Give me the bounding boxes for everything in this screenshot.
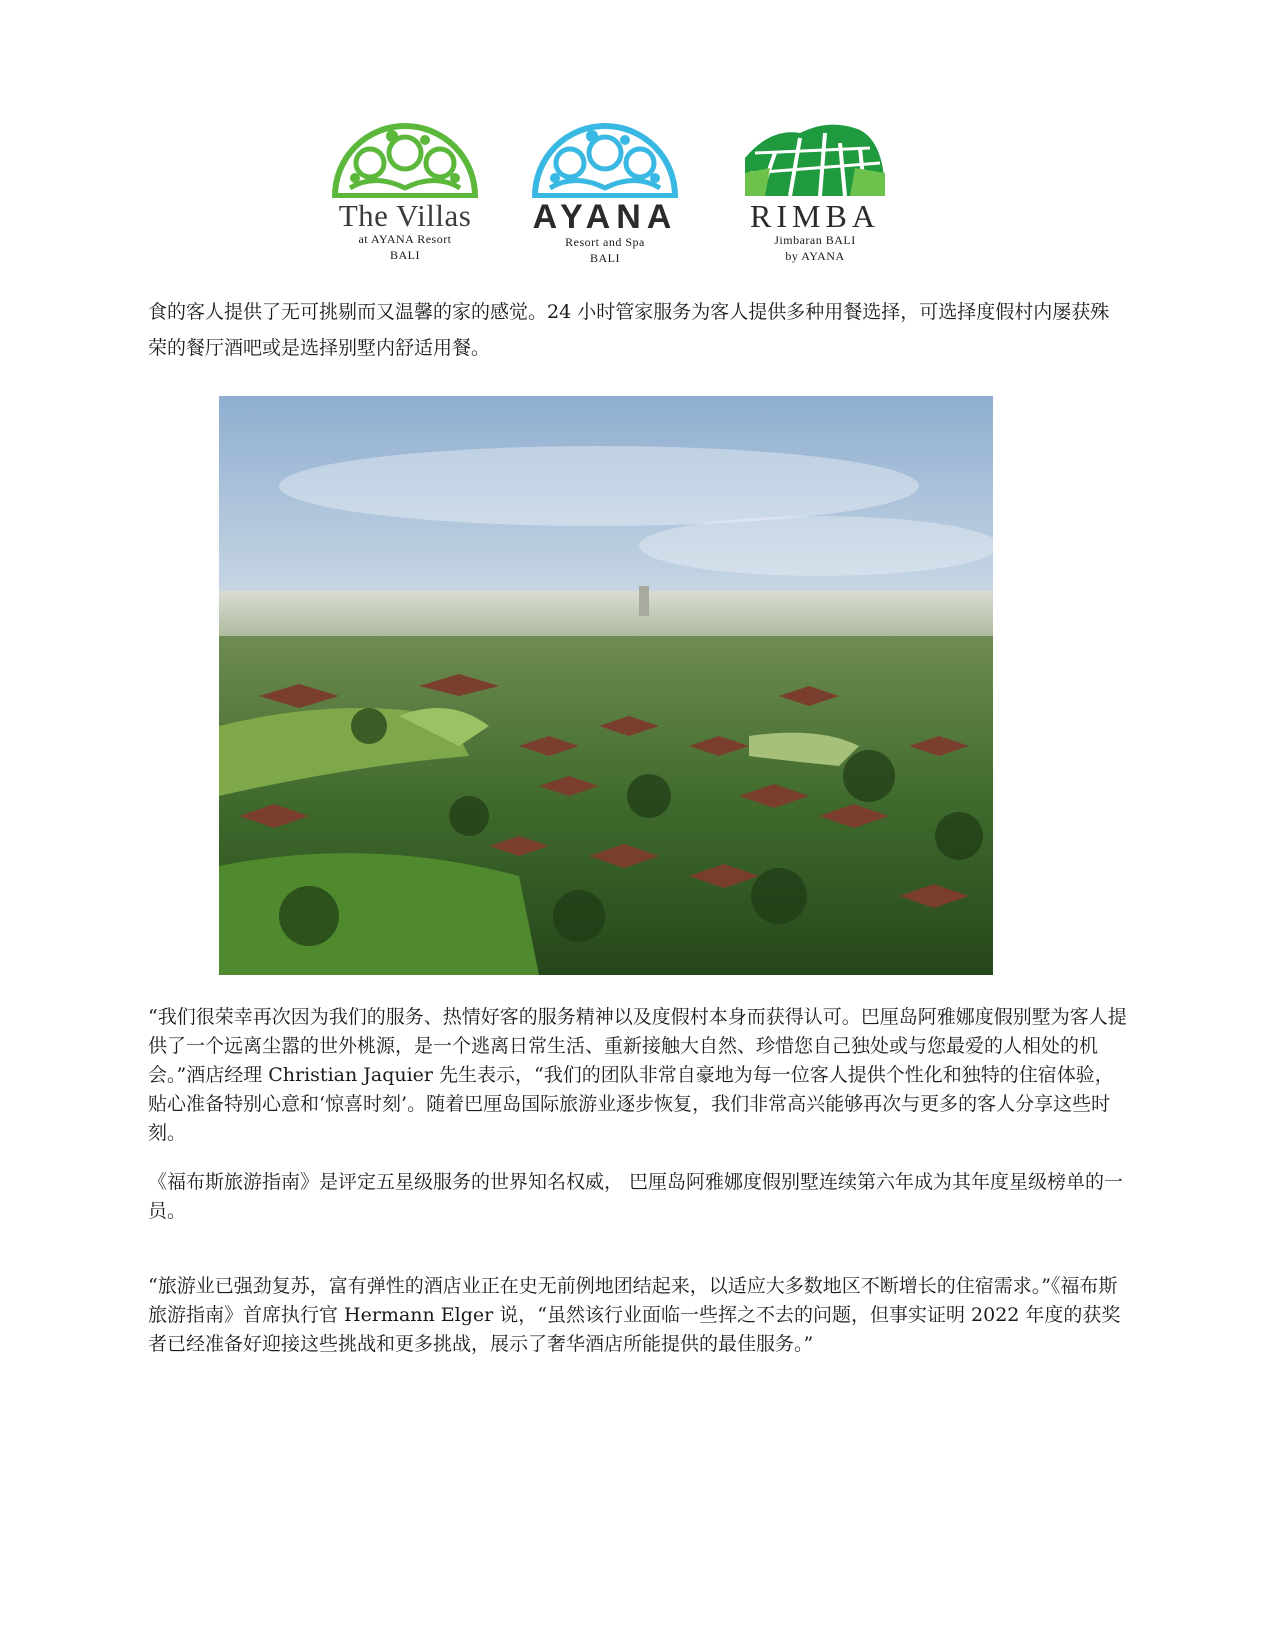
rimba-emblem-icon bbox=[740, 118, 890, 198]
logo-location: BALI bbox=[390, 248, 420, 262]
logo-row bbox=[320, 118, 920, 278]
ayana-emblem-icon bbox=[530, 118, 680, 198]
logo-name: The Villas bbox=[338, 198, 472, 233]
logo-location: BALI bbox=[590, 251, 620, 265]
logo-name: RIMBA bbox=[750, 198, 880, 234]
logo-subtitle: Jimbaran BALI bbox=[774, 233, 856, 247]
resort-aerial-photo bbox=[219, 396, 993, 975]
logo-subtitle: at AYANA Resort bbox=[358, 232, 452, 246]
forbes-paragraph: 《福布斯旅游指南》是评定五星级服务的世界知名权威， 巴厘岛阿雅娜度假别墅连续第六年成为其年度星级榜单的一员。 bbox=[148, 1171, 1124, 1222]
the-villas-logo bbox=[320, 118, 490, 263]
ayana-logo bbox=[520, 118, 690, 266]
logo-subtitle: Resort and Spa bbox=[565, 235, 645, 249]
the-villas-emblem-icon bbox=[330, 118, 480, 198]
intro-paragraph: 食的客人提供了无可挑剔而又温馨的家的感觉。24 小时管家服务为客人提供多种用餐选择，可选择度假村内屡获殊荣的餐厅酒吧或是选择别墅内舒适用餐。 bbox=[148, 301, 1110, 359]
ceo-quote-paragraph: “旅游业已强劲复苏，富有弹性的酒店业正在史无前例地团结起来，以适应大多数地区不断增长的住宿需求。”《福布斯旅游指南》首席执行官 Hermann Elger 说，“虽然该行业面临一些挥之不去的问题，但事实证明 2022 年度的获奖者已经准备好迎接这些挑战和更多挑战，展示了奢华酒店所能提供的最佳服务。” bbox=[148, 1275, 1121, 1355]
rimba-logo bbox=[730, 118, 900, 264]
logo-name: AYANA bbox=[532, 198, 678, 236]
manager-quote-paragraph: “我们很荣幸再次因为我们的服务、热情好客的服务精神以及度假村本身而获得认可。巴厘岛阿雅娜度假别墅为客人提供了一个远离尘嚣的世外桃源，是一个逃离日常生活、重新接触大自然、珍惜您自己独处或与您最爱的人相处的机会。”酒店经理 Christian Jaquier 先生表示，“我们的团队非常自豪地为每一位客人提供个性化和独特的住宿体验，贴心准备特别心意和‘惊喜时刻’。随着巴厘岛国际旅游业逐步恢复，我们非常高兴能够再次与更多的客人分享这些时刻。 bbox=[148, 1006, 1127, 1144]
logo-location: by AYANA bbox=[785, 249, 845, 263]
